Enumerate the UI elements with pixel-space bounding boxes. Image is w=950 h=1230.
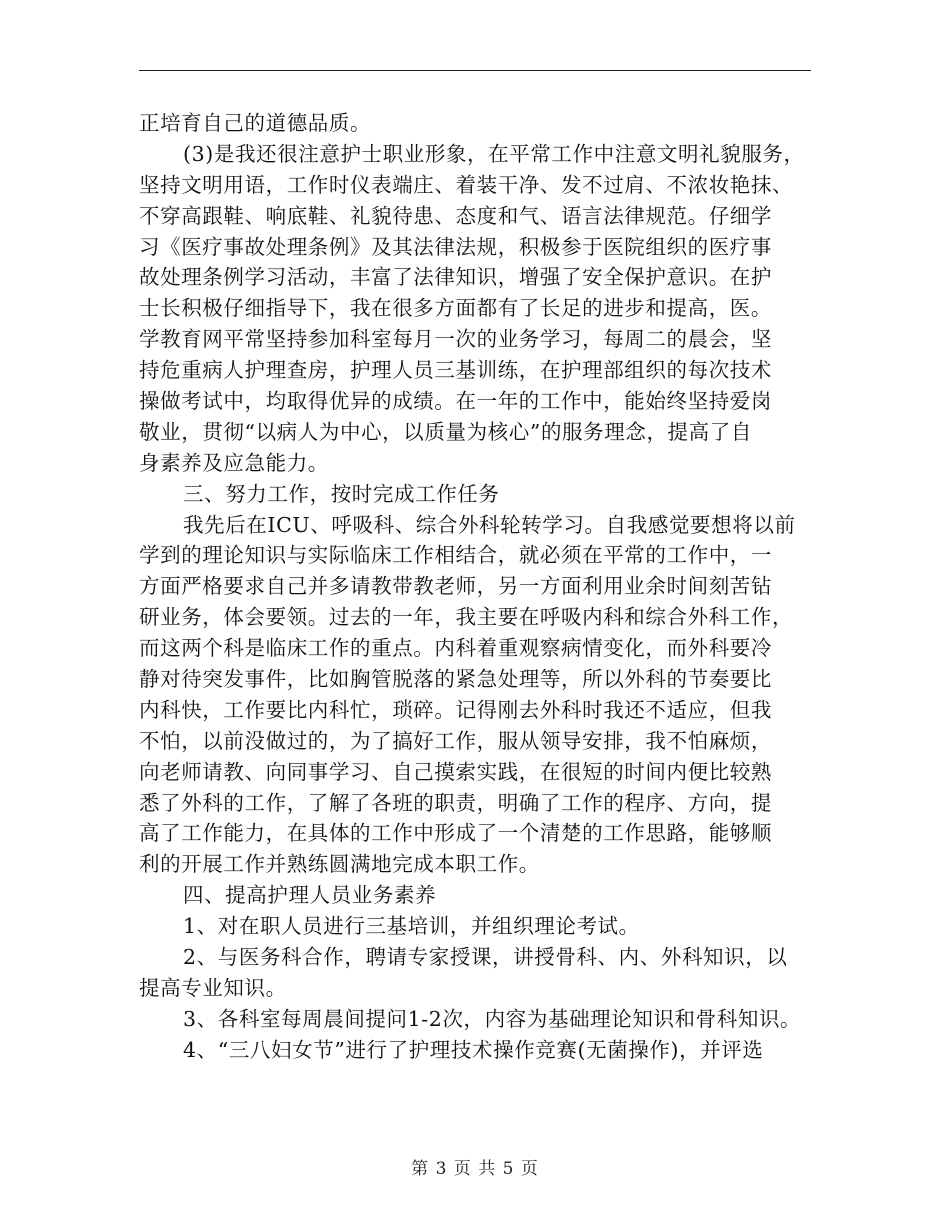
text-line: 学教育网平常坚持参加科室每月一次的业务学习，每周二的晨会，坚	[139, 327, 772, 352]
text-line: 2、与医务科合作，聘请专家授课，讲授骨科、内、外科知识，以	[183, 945, 788, 970]
page-footer: 第 3 页 共 5 页	[411, 1159, 539, 1179]
text-line: 向老师请教、向同事学习、自己摸索实践，在很短的时间内便比较熟	[139, 759, 772, 784]
text-line: 而这两个科是临床工作的重点。内科着重观察病情变化，而外科要冷	[139, 636, 772, 661]
text-line: 不怕，以前没做过的，为了搞好工作，服从领导安排，我不怕麻烦，	[139, 728, 772, 753]
text-line: 方面严格要求自己并多请教带教老师，另一方面利用业余时间刻苦钻	[139, 574, 772, 599]
text-line: 四、提高护理人员业务素养	[183, 883, 437, 908]
text-line: 高了工作能力，在具体的工作中形成了一个清楚的工作思路，能够顺	[139, 821, 772, 846]
text-line: 利的开展工作并熟练圆满地完成本职工作。	[139, 852, 540, 877]
text-line: 4、“三八妇女节”进行了护理技术操作竞赛(无菌操作)，并评选	[183, 1037, 764, 1062]
body-text	[139, 108, 829, 1066]
text-line: (3)是我还很注意护士职业形象，在平常工作中注意文明礼貌服务，	[183, 141, 805, 166]
text-line: 内科快，工作要比内科忙，琐碎。记得刚去外科时我还不适应，但我	[139, 697, 772, 722]
text-line: 学到的理论知识与实际临床工作相结合，就必须在平常的工作中，一	[139, 543, 772, 568]
text-line: 操做考试中，均取得优异的成绩。在一年的工作中，能始终坚持爱岗	[139, 389, 772, 414]
text-line: 不穿高跟鞋、响底鞋、礼貌待患、态度和气、语言法律规范。仔细学	[139, 203, 772, 228]
text-line: 身素养及应急能力。	[139, 450, 329, 475]
text-line: 习《医疗事故处理条例》及其法律法规，积极参于医院组织的医疗事	[139, 234, 772, 259]
text-line: 静对待突发事件，比如胸管脱落的紧急处理等，所以外科的节奏要比	[139, 667, 772, 692]
text-line: 悉了外科的工作，了解了各班的职责，明确了工作的程序、方向，提	[139, 790, 772, 815]
text-line: 三、努力工作，按时完成工作任务	[183, 481, 500, 506]
text-line: 故处理条例学习活动，丰富了法律知识，增强了安全保护意识。在护	[139, 265, 772, 290]
text-line: 坚持文明用语，工作时仪表端庄、着装干净、发不过肩、不浓妆艳抹、	[139, 172, 794, 197]
text-line: 研业务，体会要领。过去的一年，我主要在呼吸内科和综合外科工作，	[139, 605, 794, 630]
text-line: 我先后在ICU、呼吸科、综合外科轮转学习。自我感觉要想将以前	[183, 512, 796, 537]
text-line: 持危重病人护理查房，护理人员三基训练，在护理部组织的每次技术	[139, 358, 772, 383]
text-line: 提高专业知识。	[139, 975, 287, 1000]
header-rule	[139, 70, 811, 71]
text-line: 3、各科室每周晨间提问1-2次，内容为基础理论知识和骨科知识。	[183, 1006, 802, 1031]
text-line: 敬业，贯彻“以病人为中心，以质量为核心”的服务理念，提高了自	[139, 419, 752, 444]
text-line: 正培育自己的道德品质。	[139, 111, 372, 135]
text-line: 士长积极仔细指导下，我在很多方面都有了长足的进步和提高，医。	[139, 296, 772, 321]
text-line: 1、对在职人员进行三基培训，并组织理论考试。	[183, 914, 640, 939]
